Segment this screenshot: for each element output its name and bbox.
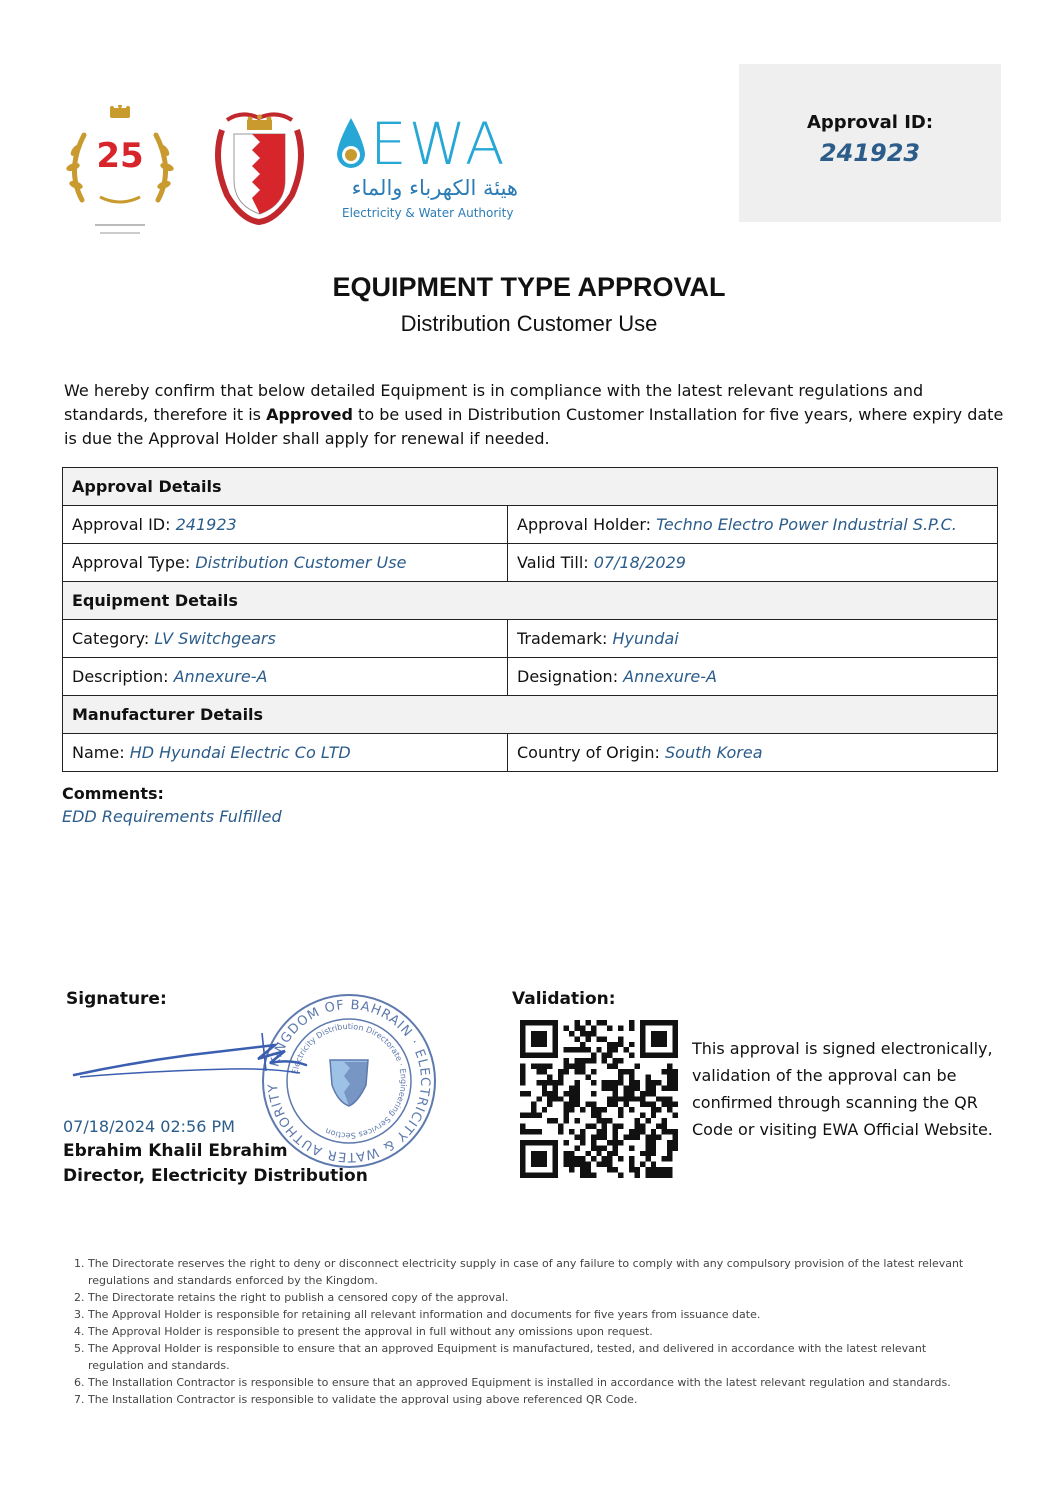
- intro-approved-word: Approved: [266, 405, 353, 424]
- trademark-cell: [508, 620, 998, 658]
- page-title: EQUIPMENT TYPE APPROVAL: [332, 272, 726, 302]
- ewa-logo: [330, 112, 530, 227]
- jubilee-25-logo: [60, 105, 180, 245]
- field-label: Approval Type:: [72, 553, 196, 572]
- designation-cell: [508, 658, 998, 696]
- table-row: [63, 620, 998, 658]
- table-row: [63, 468, 998, 506]
- category-cell: [63, 620, 508, 658]
- field-label: Approval ID:: [72, 515, 176, 534]
- signatory-name: Ebrahim Khalil Ebrahim: [63, 1141, 288, 1161]
- valid-till-cell: [508, 544, 998, 582]
- field-value: Hyundai: [612, 629, 679, 648]
- validation-text: This approval is signed electronically, validation of the approval can be confirmed through scanning the QR Code or visiting EWA Official Website.: [692, 1039, 993, 1139]
- description-cell: [63, 658, 508, 696]
- comments-label: Comments:: [62, 784, 164, 803]
- ewa-english-name: Electricity & Water Authority: [342, 206, 514, 220]
- manufacturer-name-cell: [63, 734, 508, 772]
- section-manufacturer-details: Manufacturer Details: [63, 696, 998, 734]
- approval-id-box: [739, 64, 1001, 222]
- stamp-inner-text: Electricity Distribution Directorate · Engineering Services Section: [290, 1021, 409, 1141]
- page-subtitle: Distribution Customer Use: [400, 311, 658, 336]
- intro-paragraph: [64, 379, 1004, 451]
- stamp-outer-text: KINGDOM OF BAHRAIN · ELECTRICITY & WATER AUTHORITY: [265, 997, 433, 1165]
- table-row: [63, 544, 998, 582]
- field-value: 07/18/2029: [593, 553, 686, 572]
- field-label: Country of Origin:: [517, 743, 665, 762]
- approval-id-box-label: Approval ID:: [806, 112, 934, 133]
- note-item: 6. The Installation Contractor is responsible to ensure that an approved Equipment is installed in accordance with the latest relevant regulation and standards.: [74, 1376, 951, 1389]
- field-value: Annexure-A: [173, 667, 268, 686]
- section-approval-details: Approval Details: [63, 468, 998, 506]
- signature-label: Signature:: [66, 989, 167, 1009]
- table-row: [63, 582, 998, 620]
- handwritten-signature: [70, 1025, 310, 1085]
- country-of-origin-cell: [508, 734, 998, 772]
- ewa-wordmark: EWA: [370, 110, 507, 178]
- note-item: 5. The Approval Holder is responsible to ensure that an approved Equipment is manufactured, tested, and delivered in accordance with the latest relevant regulation and standards.: [74, 1342, 927, 1372]
- note-item: 1. The Directorate reserves the right to deny or disconnect electricity supply in case of any failure to comply with any compulsory provision of the latest relevant regulations and standards enforced by the Kingdom.: [74, 1257, 964, 1287]
- validation-label: Validation:: [512, 989, 616, 1009]
- signatory-title: Director, Electricity Distribution: [63, 1166, 368, 1186]
- field-label: Trademark:: [517, 629, 613, 648]
- table-row: [63, 696, 998, 734]
- note-item: 7. The Installation Contractor is responsible to validate the approval using above referenced QR Code.: [74, 1393, 638, 1406]
- signature-date: 07/18/2024 02:56 PM: [63, 1117, 235, 1136]
- table-row: [63, 734, 998, 772]
- field-value: LV Switchgears: [154, 629, 276, 648]
- note-item: 2. The Directorate retains the right to publish a censored copy of the approval.: [74, 1291, 509, 1304]
- field-value: Distribution Customer Use: [195, 553, 407, 572]
- intro-text-1: We hereby confirm that below detailed Equipment is in compliance with the latest relevant regulations and standards, therefore it is: [64, 381, 924, 424]
- approval-id-box-value: 241923: [819, 139, 921, 167]
- bahrain-crest-logo: [212, 110, 307, 225]
- ewa-arabic-name: هيئة الكهرباء والماء: [351, 176, 518, 200]
- note-item: 3. The Approval Holder is responsible for retaining all relevant information and documents for five years from issuance date.: [74, 1308, 761, 1321]
- comments-text: EDD Requirements Fulfilled: [62, 807, 282, 826]
- field-value: 241923: [175, 515, 237, 534]
- qr-code[interactable]: [520, 1020, 678, 1178]
- table-row: [63, 506, 998, 544]
- table-row: [63, 658, 998, 696]
- water-drop-icon: [334, 116, 368, 174]
- field-value: South Korea: [665, 743, 763, 762]
- field-value: Techno Electro Power Industrial S.P.C.: [656, 515, 957, 534]
- field-value: Annexure-A: [623, 667, 717, 686]
- field-label: Valid Till:: [517, 553, 594, 572]
- field-label: Name:: [72, 743, 130, 762]
- field-label: Approval Holder:: [517, 515, 657, 534]
- field-label: Designation:: [517, 667, 624, 686]
- section-equipment-details: Equipment Details: [63, 582, 998, 620]
- field-value: HD Hyundai Electric Co LTD: [129, 743, 351, 762]
- jubilee-number: 25: [96, 136, 144, 176]
- intro-text-2: to be used in Distribution Customer Installation for five years, where expiry date is due the Approval Holder shall apply for renewal if needed.: [64, 405, 1004, 448]
- terms-notes-list: [64, 1255, 964, 1408]
- approval-id-cell: [63, 506, 508, 544]
- approval-holder-cell: [508, 506, 998, 544]
- approval-details-table: [62, 467, 998, 772]
- note-item: 4. The Approval Holder is responsible to present the approval in full without any omissions upon request.: [74, 1325, 653, 1338]
- approval-type-cell: [63, 544, 508, 582]
- field-label: Category:: [72, 629, 155, 648]
- field-label: Description:: [72, 667, 174, 686]
